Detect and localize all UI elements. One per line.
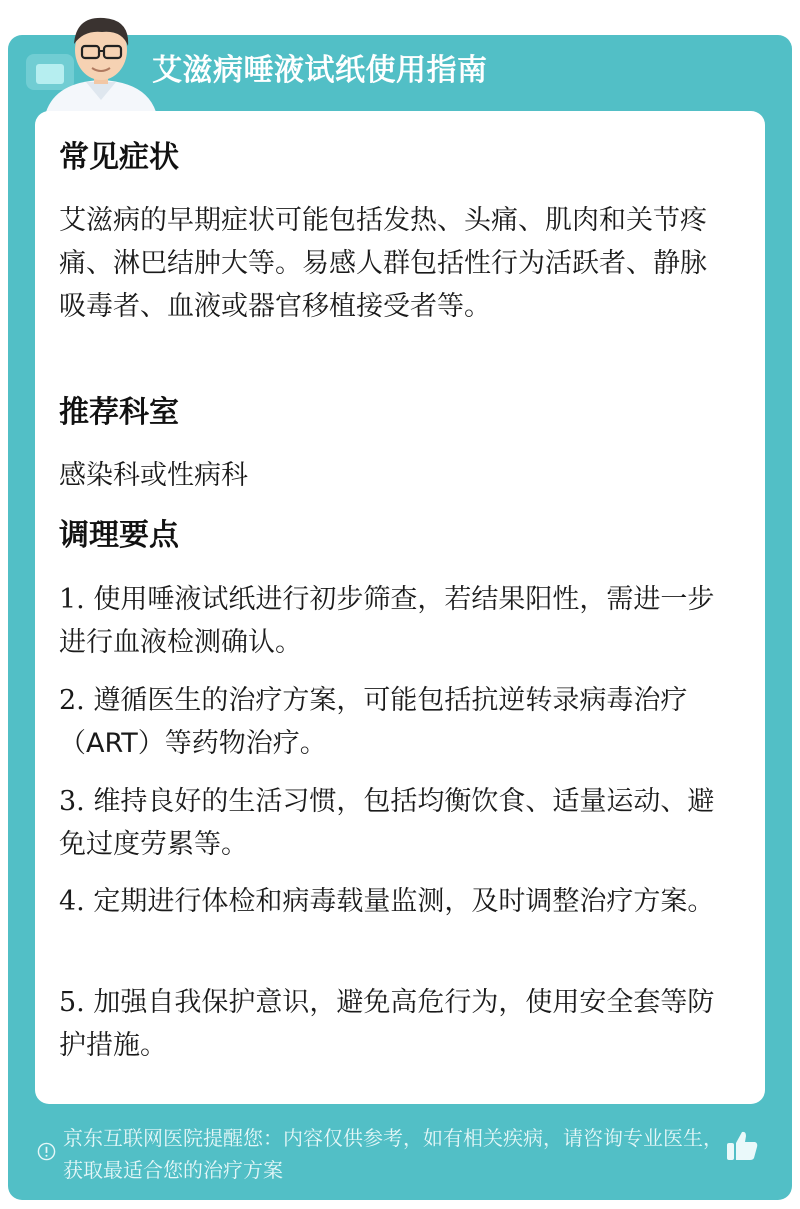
care-item-number: 3. bbox=[59, 786, 85, 817]
care-item-text: 使用唾液试纸进行初步筛查，若结果阳性，需进一步进行血液检测确认。 bbox=[59, 584, 715, 658]
care-item bbox=[59, 981, 731, 1067]
care-item-number: 2. bbox=[59, 685, 85, 716]
symptoms-text: 艾滋病的早期症状可能包括发热、头痛、肌肉和关节疼痛、淋巴结肿大等。易感人群包括性行为活跃者、静脉吸毒者、血液或器官移植接受者等。 bbox=[59, 205, 707, 322]
care-item-text: 定期进行体检和病毒载量监测，及时调整治疗方案。 bbox=[93, 886, 715, 917]
disclaimer-text: 京东互联网医院提醒您：内容仅供参考，如有相关疾病，请咨询专业医生，获取最适合您的治疗方案 bbox=[63, 1126, 723, 1182]
symptoms-title: 常见症状 bbox=[59, 140, 179, 175]
care-item bbox=[59, 780, 731, 866]
care-item-text: 维持良好的生活习惯，包括均衡饮食、适量运动、避免过度劳累等。 bbox=[59, 786, 715, 860]
care-item-text: 遵循医生的治疗方案，可能包括抗逆转录病毒治疗（ART）等药物治疗。 bbox=[59, 685, 688, 759]
care-item-number: 1. bbox=[59, 584, 85, 615]
thumbs-up-icon[interactable] bbox=[724, 1128, 760, 1164]
care-item bbox=[59, 679, 731, 765]
care-title: 调理要点 bbox=[59, 518, 179, 553]
care-item bbox=[59, 880, 731, 923]
care-item-number: 5. bbox=[59, 987, 85, 1018]
care-item-number: 4. bbox=[59, 886, 85, 917]
care-item-text: 加强自我保护意识，避免高危行为，使用安全套等防护措施。 bbox=[59, 987, 715, 1061]
department-title: 推荐科室 bbox=[59, 395, 179, 430]
page-title: 艾滋病唾液试纸使用指南 bbox=[152, 53, 488, 88]
care-item bbox=[59, 578, 731, 664]
info-icon bbox=[37, 1142, 56, 1161]
department-text: 感染科或性病科 bbox=[59, 460, 248, 491]
